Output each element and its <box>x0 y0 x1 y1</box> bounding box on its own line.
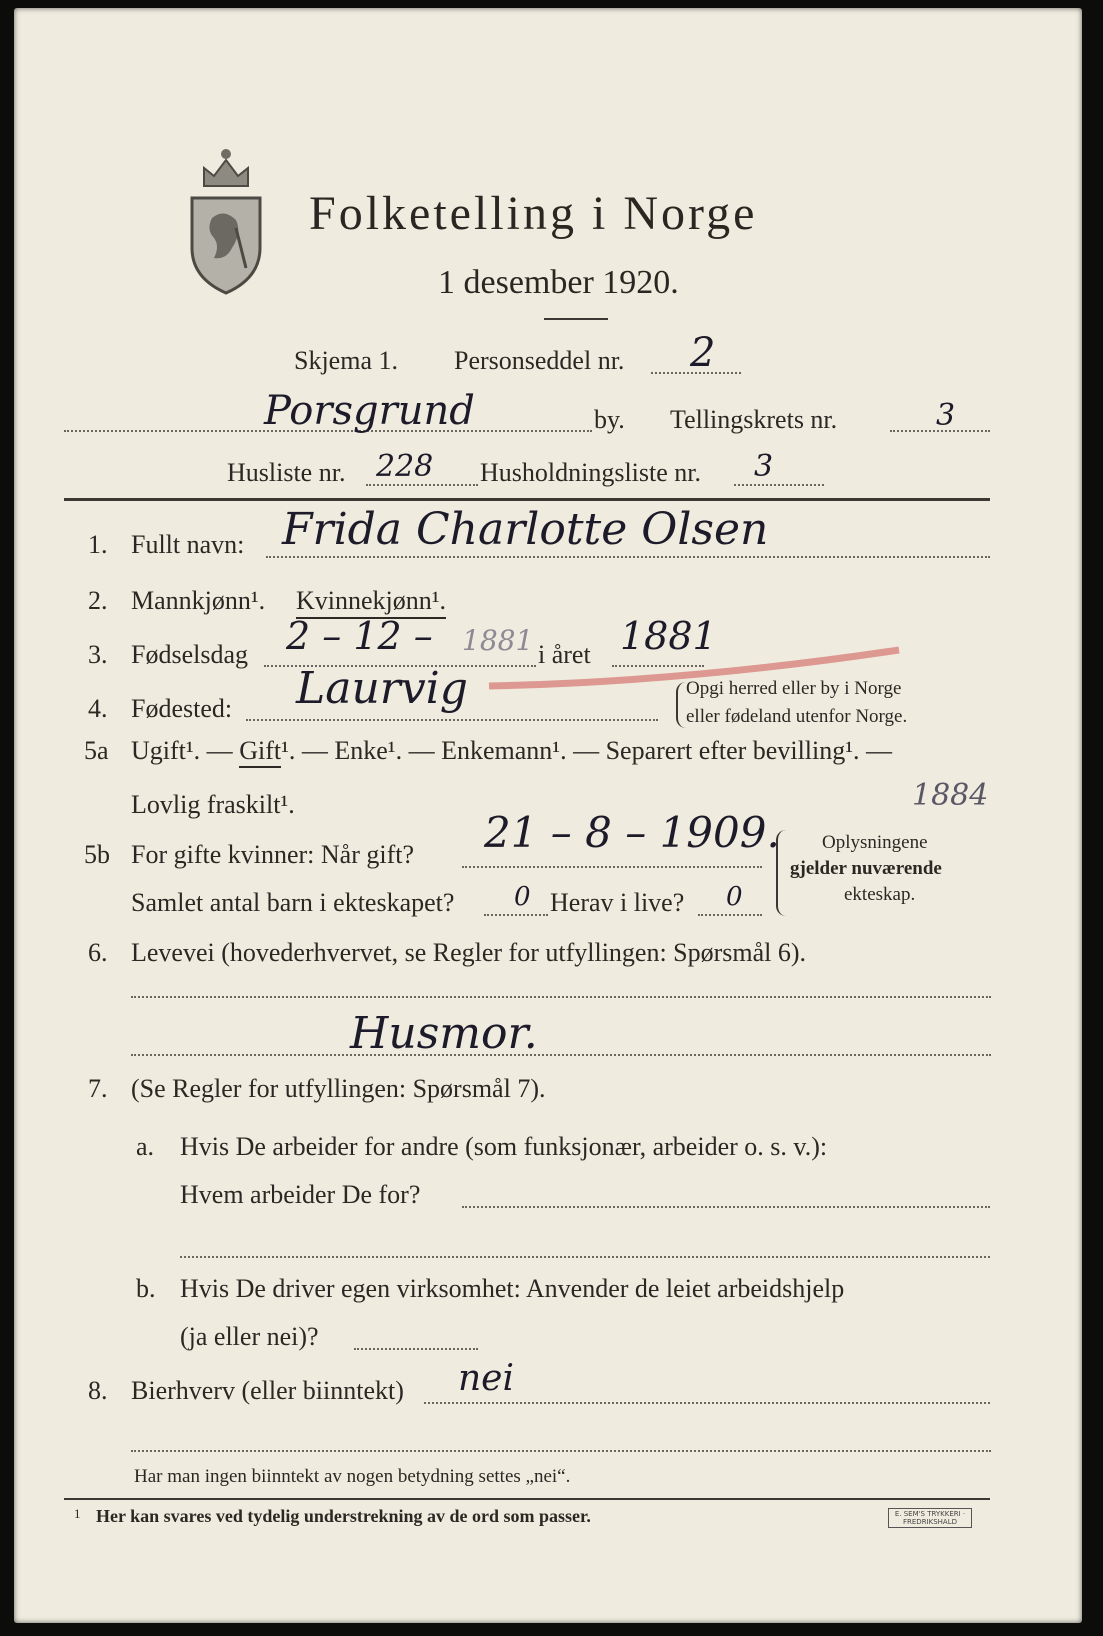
husliste-value[interactable]: 228 <box>376 449 434 484</box>
title-divider <box>544 318 608 320</box>
q7a-line1: Hvis De arbeider for andre (som funksjonær, arbeider o. s. v.): <box>180 1132 828 1161</box>
margin-note-1884: 1884 <box>912 778 989 813</box>
occupation-value[interactable]: Husmor. <box>350 1008 538 1059</box>
personseddel-label: Personseddel nr. <box>454 346 625 375</box>
q3-label: Fødselsdag <box>131 640 248 669</box>
q7-number: 7. <box>88 1074 108 1103</box>
q3-year-label: i året <box>538 640 591 669</box>
birthplace-note-line2: eller fødeland utenfor Norge. <box>686 706 908 727</box>
children-alive-value[interactable]: 0 <box>726 882 743 912</box>
children-alive-label: Herav i live? <box>550 888 685 917</box>
printer-stamp: E. SEM'S TRYKKERI · FREDRIKSHALD <box>888 1508 972 1528</box>
tellingskrets-label: Tellingskrets nr. <box>670 405 838 434</box>
footnote-rule <box>64 1498 990 1500</box>
marriage-date-value[interactable]: 21 – 8 – 1909. <box>484 808 780 857</box>
q7a-letter: a. <box>136 1132 155 1161</box>
full-name-value[interactable]: Frida Charlotte Olsen <box>282 504 769 555</box>
gender-female-option[interactable]: Kvinnekjønn¹. <box>296 586 446 619</box>
q8-number: 8. <box>88 1376 108 1405</box>
marital-status-line2[interactable]: Lovlig fraskilt¹. <box>131 790 295 819</box>
children-total-label: Samlet antal barn i ekteskapet? <box>131 888 455 917</box>
personseddel-value[interactable]: 2 <box>690 330 716 376</box>
q5b-number: 5b <box>84 840 110 869</box>
form-date: 1 desember 1920. <box>438 264 679 301</box>
husholdning-label: Husholdningsliste nr. <box>480 458 702 487</box>
q7b-letter: b. <box>136 1274 156 1303</box>
birthdate-value[interactable]: 2 – 12 – <box>286 614 433 658</box>
skjema-label: Skjema 1. <box>294 346 398 375</box>
marriage-note-line1: Oplysningene <box>822 832 928 853</box>
q6-label: Levevei (hovederhvervet, se Regler for utfyllingen: Spørsmål 6). <box>131 938 807 967</box>
children-total-value[interactable]: 0 <box>514 882 531 912</box>
marital-status-line1[interactable]: Ugift¹. — Gift¹. — Enke¹. — Enkemann¹. — Separert efter bevilling¹. — <box>131 736 892 766</box>
husliste-label: Husliste nr. <box>227 458 346 487</box>
q3-number: 3. <box>88 640 108 669</box>
husholdning-value[interactable]: 3 <box>754 449 774 484</box>
q7b-line2: (ja eller nei)? <box>180 1322 319 1351</box>
header-rule <box>64 498 990 501</box>
birthplace-note-line1: Opgi herred eller by i Norge <box>686 678 902 699</box>
when-married-label: For gifte kvinner: Når gift? <box>131 840 415 869</box>
birthdate-struck-value: 1881 <box>462 624 534 657</box>
footnote-text: Her kan svares ved tydelig understrekning av de ord som passer. <box>96 1506 591 1526</box>
q5a-number: 5a <box>84 736 109 765</box>
q2-number: 2. <box>88 586 108 615</box>
marriage-note-line2: gjelder nuværende <box>790 858 942 879</box>
hired-help-field[interactable] <box>354 1348 478 1350</box>
place-value[interactable]: Porsgrund <box>264 388 475 434</box>
married-option[interactable]: Gift <box>239 736 281 768</box>
q8-note: Har man ingen biinntekt av nogen betydning settes „nei“. <box>134 1466 571 1487</box>
q7b-line1: Hvis De driver egen virksomhet: Anvender de leiet arbeidshjelp <box>180 1274 845 1303</box>
employer-field[interactable] <box>462 1206 990 1208</box>
q1-label: Fullt navn: <box>131 530 245 559</box>
q8-label: Bierhverv (eller biinntekt) <box>131 1376 404 1405</box>
census-form-sheet <box>14 8 1082 1623</box>
q4-label: Fødested: <box>131 694 233 723</box>
tellingskrets-value[interactable]: 3 <box>936 398 956 433</box>
form-title: Folketelling i Norge <box>309 187 758 240</box>
gender-male-option[interactable]: Mannkjønn¹. <box>131 586 266 615</box>
footnote-mark: 1 <box>74 1506 81 1521</box>
q1-number: 1. <box>88 530 108 559</box>
side-income-value[interactable]: nei <box>458 1358 515 1399</box>
coat-of-arms-icon <box>184 138 269 298</box>
marriage-note-line3: ekteskap. <box>844 884 916 905</box>
birth-year-value[interactable]: 1881 <box>620 614 717 658</box>
birthplace-value[interactable]: Laurvig <box>296 663 468 714</box>
q7a-line2: Hvem arbeider De for? <box>180 1180 421 1209</box>
by-label: by. <box>594 405 625 434</box>
q4-number: 4. <box>88 694 108 723</box>
q6-number: 6. <box>88 938 108 967</box>
q7-label: (Se Regler for utfyllingen: Spørsmål 7). <box>131 1074 546 1103</box>
